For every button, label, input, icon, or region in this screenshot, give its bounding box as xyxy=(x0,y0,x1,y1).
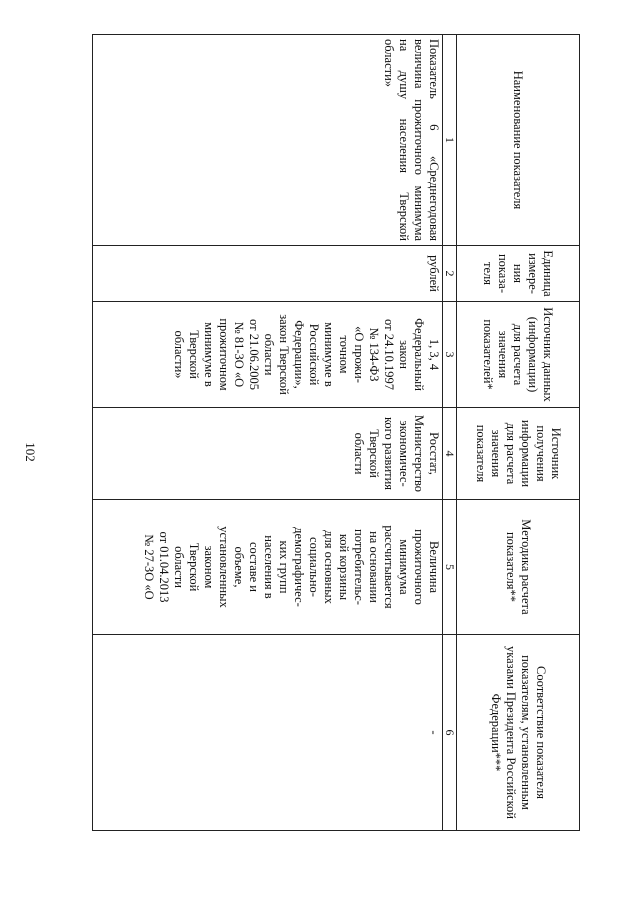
text-line: области» xyxy=(172,330,186,379)
text-line: объеме, xyxy=(232,546,246,588)
table-row xyxy=(93,35,443,831)
text-line: экономичес- xyxy=(397,420,411,487)
text-line: Росстат, xyxy=(427,432,441,475)
text-line: точном xyxy=(337,335,351,374)
indicator-name: Показатель 6 «Среднегодовая величина прожиточного минимума на душу населения Тверской области» xyxy=(93,35,443,246)
text-line: Министерство xyxy=(412,414,426,493)
column-number-row xyxy=(443,35,457,831)
text-line: 1, 3, 4 xyxy=(427,338,441,371)
text-line: кой корзины xyxy=(337,533,351,601)
text-line: потребительс- xyxy=(352,529,366,605)
text-line: Тверской xyxy=(367,429,381,478)
header-compliance: Соответствие показателя показателям, установленным указами Президента Российской Федерации*** xyxy=(457,635,580,831)
page-number: 102 xyxy=(23,442,38,462)
indicator-table xyxy=(92,34,580,831)
text-line: № 27-ЗО «О xyxy=(142,534,156,600)
column-number: 2 xyxy=(443,246,457,302)
text-line: ких групп xyxy=(277,540,291,594)
text-line: Величина xyxy=(427,540,441,594)
text-line: Федерации», xyxy=(292,320,306,389)
header-row xyxy=(457,35,580,831)
text-line: социально- xyxy=(307,537,321,597)
text-line: области xyxy=(352,432,366,475)
text-line: от 24.10.1997 xyxy=(382,319,396,390)
column-number: 4 xyxy=(443,408,457,500)
method-cell xyxy=(93,500,443,635)
text-line: закон Тверской xyxy=(277,314,291,395)
text-line: Тверской xyxy=(187,542,201,592)
text-line: минимуме в xyxy=(202,322,216,387)
text-line: области xyxy=(262,333,276,376)
data-source-cell xyxy=(93,302,443,408)
text-line: Российской xyxy=(307,323,321,386)
text-line: «О прожи- xyxy=(352,326,366,383)
header-method: Методика расчета показателя** xyxy=(457,500,580,635)
text-line: демографичес- xyxy=(292,527,306,607)
text-line: области xyxy=(172,546,186,588)
text-line: № 81-ЗО «О xyxy=(232,321,246,388)
indicator-unit: рублей xyxy=(93,246,443,302)
text-line: населения в xyxy=(262,535,276,599)
header-data-source: Источник данных (информации) для расчета значения показателей* xyxy=(457,302,580,408)
info-origin-cell xyxy=(93,408,443,500)
text-line: законом xyxy=(202,545,216,589)
text-line: минимума xyxy=(397,539,411,595)
text-line: от 01.04.2013 xyxy=(157,531,171,603)
column-number: 1 xyxy=(443,35,457,246)
header-unit: Единица измере-ния показа-теля xyxy=(457,246,580,302)
text-line: установленных xyxy=(217,526,231,608)
text-line: рассчитывается xyxy=(382,525,396,609)
text-line: Федеральный закон xyxy=(397,318,426,391)
compliance-cell: - xyxy=(93,635,443,831)
text-line: Тверской xyxy=(187,330,201,379)
rotated-table-wrapper xyxy=(92,34,580,830)
text-line: на основании xyxy=(367,531,381,603)
text-line: для основных xyxy=(322,530,336,604)
column-number: 6 xyxy=(443,635,457,831)
text-line: прожиточного xyxy=(412,529,426,605)
text-line: прожиточном xyxy=(217,318,231,391)
column-number: 3 xyxy=(443,302,457,408)
header-name: Наименование показателя xyxy=(457,35,580,246)
text-line: кого развития xyxy=(382,416,396,491)
text-line: от 21.06.2005 xyxy=(247,319,261,390)
text-line: составе и xyxy=(247,541,261,592)
text-line: № 134-ФЗ xyxy=(367,327,381,382)
text-line: минимуме в xyxy=(322,322,336,387)
column-number: 5 xyxy=(443,500,457,635)
header-info-origin: Источник получения информации для расчета значения показателя xyxy=(457,408,580,500)
